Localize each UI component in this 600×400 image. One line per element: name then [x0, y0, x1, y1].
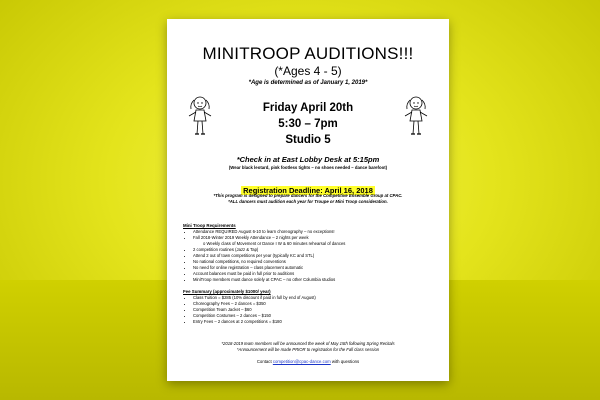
footnote-line: *Announcement will be made PRIOR to registration for the Fall class session: [236, 346, 380, 352]
contact-email-link[interactable]: competition@cpac-dance.com: [272, 359, 331, 364]
list-item: • Attendance REQUIRED August 6-10 to learn choreography – no exceptions!: [193, 229, 439, 235]
fees-heading: Fee Summary (approximately $1000/ year): [183, 289, 271, 294]
fees-list: [183, 295, 439, 325]
flyer-title: MINITROOP AUDITIONS!!!: [202, 44, 414, 63]
attire-note: (Wear black leotard, pink footless tights – no shoes needed – dance barefoot): [228, 165, 388, 170]
fees-section: [183, 289, 439, 325]
list-item: • Competition Costumes – 2 dances – $150: [193, 313, 439, 319]
age-note: *Age is determined as of January 1, 2019*: [248, 80, 368, 86]
list-item: o Weekly class of Movement or Dance I W & 60 minutes rehearsal of dances: [203, 241, 346, 246]
checkin-note: *Check in at East Lobby Desk at 5:15pm: [236, 155, 380, 164]
audition-datetime: [167, 100, 449, 148]
list-item: • No national competitions, no required conventions: [193, 259, 439, 265]
list-item: • Attend 2 out of town competitions per year (typically KC and STL): [193, 253, 439, 259]
list-item: • Competition Team Jacket – $60: [193, 307, 439, 313]
flyer-page: [167, 19, 449, 381]
list-item: • Fall 2018-Winter 2019 Weekly Attendance – 2 nights per week: [193, 235, 439, 241]
contact-suffix: with questions: [330, 359, 360, 364]
list-item: • 2 competition routines (Jazz & Tap): [193, 247, 439, 253]
footnotes: [177, 341, 439, 352]
requirements-section: [183, 223, 439, 283]
flyer-subtitle: (*Ages 4 - 5): [274, 64, 342, 78]
registration-deadline: Registration Deadline: April 16, 2018: [243, 186, 373, 195]
contact-prefix: Contact: [256, 359, 273, 364]
requirements-heading: Mini Troop Requirements: [183, 223, 236, 228]
list-item: • Account balances must be paid in full prior to auditions: [193, 271, 439, 277]
audition-time: 5:30 – 7pm: [278, 118, 338, 130]
program-line: *ALL dancers must audition each year for Troupe or Mini Troop consideration.: [228, 199, 388, 204]
footnote-line: *2018-2019 team members will be announced the week of May 15th following Spring Recitals: [221, 341, 395, 346]
list-item: • MiniTroop members must dance solely at CPAC – no other Columbia studios: [193, 277, 439, 283]
audition-date: Friday April 20th: [262, 102, 354, 114]
list-item: • Entry Fees – 2 dances at 2 competitions = $180: [193, 319, 439, 325]
list-item: • No need for online registration – class placement automatic: [193, 265, 439, 271]
requirements-list: [183, 229, 439, 283]
contact-line: [167, 359, 449, 364]
program-line: *This program is designed to prepare dancers for the Competitive Ensemble Group at CPAC.: [213, 193, 403, 198]
list-item: • Choreography Fees – 2 dances = $350: [193, 301, 439, 307]
list-item: • Class Tuition = $285 (10% discount if paid in full by end of August): [193, 295, 439, 301]
audition-location: Studio 5: [285, 134, 331, 146]
program-note: [177, 193, 439, 205]
